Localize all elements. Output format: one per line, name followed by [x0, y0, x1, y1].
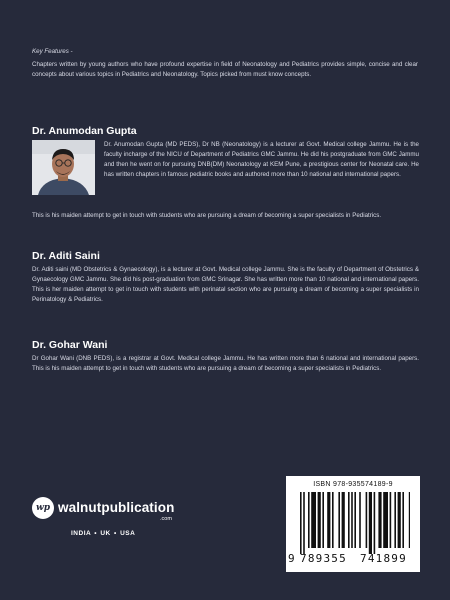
barcode-bar: [303, 492, 305, 554]
barcode-bar: [359, 492, 361, 548]
publisher-domain-suffix: .com: [160, 516, 172, 522]
barcode-bar: [383, 492, 388, 548]
barcode-bar: [300, 492, 302, 554]
publisher-logo-icon: wp: [32, 497, 54, 519]
barcode-digit-first: 9: [288, 552, 295, 565]
barcode-bars: [296, 492, 410, 554]
author-name-anumodan-gupta: Dr. Anumodan Gupta: [32, 125, 137, 137]
author-name-gohar-wani: Dr. Gohar Wani: [32, 339, 108, 351]
author-photo: [32, 140, 95, 195]
barcode-bar: [308, 492, 310, 548]
barcode-bar: [348, 492, 350, 548]
isbn-label: ISBN 978-935574189-9: [313, 481, 393, 488]
barcode-digits-left: 789355: [300, 552, 347, 565]
barcode-bar: [394, 492, 396, 548]
barcode-bar: [409, 492, 410, 548]
author-name-aditi-saini: Dr. Aditi Saini: [32, 250, 100, 262]
barcode-bar: [402, 492, 404, 548]
barcode-bar: [351, 492, 353, 548]
barcode-bar: [342, 492, 345, 548]
barcode-bar: [332, 492, 334, 548]
barcode-bar: [390, 492, 392, 548]
author-bio-aditi-saini: Dr. Aditi saini (MD Obstetrics & Gynaecology), is a lecturer at Govt. Medical college Jammu. She is the faculty of Department of Obstetrics & Gynaecology GMC Jammu. She did his post-graduation from GMC Srinagar. She has written more than 10 national and international papers. This is her maiden attempt to get in touch with students with perinatal section who are pursuing a dream of becoming a super specialists in Perinatology & Pediatrics.: [32, 266, 419, 303]
author-portrait-image: [32, 140, 95, 195]
key-features-body: Chapters written by young authors who have profound expertise in field of Neonatology and Pediatrics provides simple, concise and clear concepts about various topics in Pediatrics and Neonatology. Topics picked from must know concepts.: [32, 61, 418, 78]
barcode-bar: [322, 492, 324, 548]
publisher-name: walnutpublication: [58, 500, 175, 515]
barcode-bar: [374, 492, 376, 554]
isbn-barcode: [286, 476, 420, 572]
author-bio-gohar-wani: Dr Gohar Wani (DNB PEDS), is a registrar at Govt. Medical college Jammu. He has written more than 6 national and international papers. This is his maiden attempt to get in touch with students who are pursuing a dream of becoming a super specialists in Pediatrics.: [32, 355, 419, 372]
key-features-title: Key Features -: [32, 48, 73, 55]
barcode-bar: [311, 492, 316, 548]
barcode-bar: [378, 492, 381, 548]
barcode-bar: [318, 492, 321, 548]
barcode-bar: [338, 492, 340, 548]
publisher-regions: INDIA • UK • USA: [71, 530, 136, 537]
barcode-bar: [327, 492, 330, 548]
barcode-bar: [366, 492, 368, 548]
barcode-bar: [354, 492, 356, 548]
barcode-digits-right: 741899: [360, 552, 407, 565]
barcode-bar: [398, 492, 401, 548]
author-bio-anumodan-gupta: Dr. Anumodan Gupta (MD PEDS), Dr NB (Neonatology) is a lecturer at Govt. Medical college Jammu. He is the faculty incharge of the NICU of Department of Pediatrics GMC Jammu. He did his postgraduate from GMC Jammu and then he went on for pursuing DNB(DM) Neonatology at KEM Pune, a prestigious center for Neonatal care. He has written chapters in famous pediatric books and authored more than 10 national and international papers.: [104, 141, 419, 178]
barcode-bar: [369, 492, 372, 554]
author-bio-anumodan-gupta-continued: This is his maiden attempt to get in touch with students who are pursuing a dream of becoming a super specialists in Pediatrics.: [32, 212, 382, 219]
